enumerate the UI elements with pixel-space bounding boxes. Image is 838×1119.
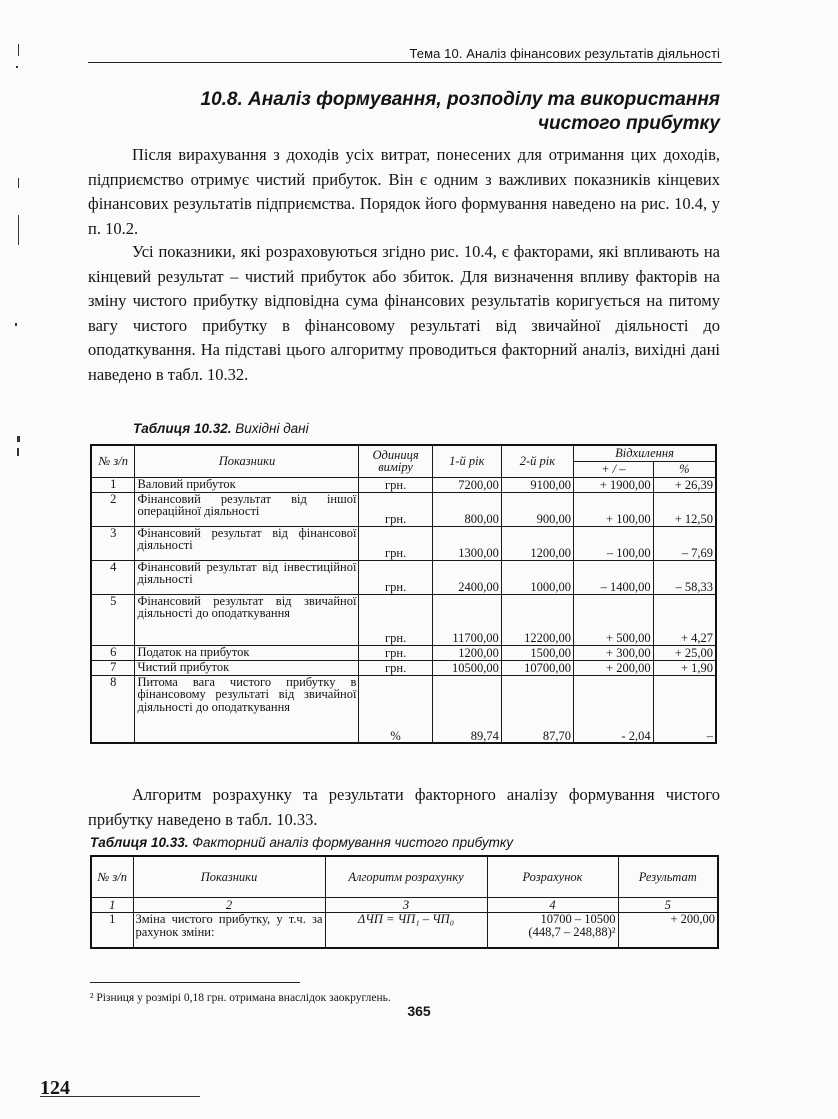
table-10-33-caption-number: Таблиця 10.33. [90, 835, 189, 850]
row-no: 2 [91, 492, 135, 526]
table-10-32-caption-number: Таблиця 10.32. [133, 421, 232, 436]
row-no: 5 [91, 594, 135, 645]
row-year1: 7200,00 [432, 477, 501, 492]
paragraph-2: Усі показники, які розраховуються згідно рис. 10.4, є факторами, які впливають на кінцевий результат – чистий прибуток або збиток. Для визначення впливу факторів на зміну чистого прибутку відповідна сума фінансових результатів коригується на питому вагу чистого прибутку в фінансовому результаті від звичайної діяльності до оподаткування. На підставі цього алгоритму проводиться факторний аналіз, вихідні дані наведено в табл. 10.32. [88, 242, 720, 384]
scan-mark [18, 178, 19, 188]
paragraph-1: Після вирахування з доходів усіх витрат, понесених для отримання цих доходів, підприємство отримує чистий прибуток. Він є одним з важливих показників кінцевих фінансових результатів підприємства. Порядок його формування наведено на рис. 10.4, у п. 10.2. [88, 145, 720, 238]
row-no: 6 [91, 645, 135, 660]
row-year2: 87,70 [501, 675, 573, 743]
column-number: 3 [325, 898, 487, 913]
table-row [91, 477, 716, 492]
row-name: Валовий прибуток [135, 477, 359, 492]
header-abs: + / – [574, 461, 654, 477]
row-year1: 800,00 [432, 492, 501, 526]
table-10-32-caption-text: Вихідні дані [231, 421, 309, 436]
row-pct: – 7,69 [653, 526, 716, 560]
scan-mark [18, 215, 19, 245]
row-pct: + 1,90 [653, 660, 716, 675]
row-unit: грн. [359, 560, 432, 594]
row-name: Чистий прибуток [135, 660, 359, 675]
row-pct: – [653, 675, 716, 743]
table-row [91, 660, 716, 675]
row-year2: 12200,00 [501, 594, 573, 645]
column-number-row [91, 898, 718, 913]
row-no: 4 [91, 560, 135, 594]
header-deviation: Відхилення [574, 445, 716, 461]
table-row [91, 492, 716, 526]
column-number: 4 [487, 898, 618, 913]
header-indicator: Показники [135, 445, 359, 477]
table-10-33-caption-text: Факторний аналіз формування чистого прибутку [188, 835, 514, 850]
header-year2: 2-й рік [501, 445, 573, 477]
row-pct: + 25,00 [653, 645, 716, 660]
table-row [91, 526, 716, 560]
column-number: 2 [133, 898, 325, 913]
header-year1: 1-й рік [432, 445, 501, 477]
row-no: 1 [91, 913, 133, 949]
row-algorithm: ΔЧП = ЧП₁ – ЧП₀ [325, 913, 487, 949]
section-title-line1: 10.8. Аналіз формування, розподілу та використання [200, 89, 720, 110]
table-row [91, 675, 716, 743]
scan-mark [16, 66, 18, 68]
row-abs: + 100,00 [574, 492, 654, 526]
scan-mark [17, 436, 20, 442]
row-year2: 900,00 [501, 492, 573, 526]
row-calculation [487, 913, 618, 949]
row-name: Фінансовий результат від фінансової діяльності [135, 526, 359, 560]
row-abs: – 100,00 [574, 526, 654, 560]
row-unit: грн. [359, 477, 432, 492]
row-name: Питома вага чистого прибутку в фінансовому результаті від звичайної діяльності до оподаткування [135, 675, 359, 743]
table-10-32-caption [133, 421, 309, 436]
row-year1: 1200,00 [432, 645, 501, 660]
header-result: Результат [618, 856, 718, 898]
running-head: Тема 10. Аналіз фінансових результатів діяльності [409, 46, 720, 61]
column-number: 1 [91, 898, 133, 913]
header-rule [88, 62, 722, 63]
row-year2: 1500,00 [501, 645, 573, 660]
scan-mark [17, 448, 19, 456]
row-unit: % [359, 675, 432, 743]
row-pct: + 12,50 [653, 492, 716, 526]
row-abs: + 300,00 [574, 645, 654, 660]
row-unit: грн. [359, 645, 432, 660]
row-abs: - 2,04 [574, 675, 654, 743]
scan-mark [18, 44, 19, 56]
bottom-page-mark: 124 [40, 1080, 200, 1097]
row-year1: 11700,00 [432, 594, 501, 645]
row-name: Податок на прибуток [135, 645, 359, 660]
row-unit: грн. [359, 492, 432, 526]
row-pct: + 26,39 [653, 477, 716, 492]
column-number: 5 [618, 898, 718, 913]
row-year2: 1000,00 [501, 560, 573, 594]
calc-line-1: 10700 – 10500 [540, 912, 616, 926]
row-name: Фінансовий результат від звичайної діяльності до оподаткування [135, 594, 359, 645]
row-no: 7 [91, 660, 135, 675]
table-10-33 [90, 855, 719, 949]
row-pct: – 58,33 [653, 560, 716, 594]
calc-line-2: (448,7 – 248,88)² [528, 924, 616, 939]
header-indicator: Показники [133, 856, 325, 898]
paragraph-3: Алгоритм розрахунку та результати факторного аналізу формування чистого прибутку наведено в табл. 10.33. [88, 785, 720, 829]
section-title-line2: чистого прибутку [537, 113, 720, 134]
row-unit: грн. [359, 660, 432, 675]
row-pct: + 4,27 [653, 594, 716, 645]
row-year1: 2400,00 [432, 560, 501, 594]
row-year2: 1200,00 [501, 526, 573, 560]
table-row [91, 594, 716, 645]
table-row [91, 913, 718, 949]
row-year2: 10700,00 [501, 660, 573, 675]
header-algorithm: Алгоритм розрахунку [325, 856, 487, 898]
row-abs: + 200,00 [574, 660, 654, 675]
row-year1: 1300,00 [432, 526, 501, 560]
row-abs: – 1400,00 [574, 560, 654, 594]
header-pct: % [653, 461, 716, 477]
page-number: 365 [407, 1003, 431, 1019]
header-calculation: Розрахунок [487, 856, 618, 898]
row-year1: 89,74 [432, 675, 501, 743]
footnote-rule [90, 982, 300, 983]
header-no: № з/п [91, 445, 135, 477]
row-abs: + 500,00 [574, 594, 654, 645]
row-unit: грн. [359, 526, 432, 560]
row-result: + 200,00 [618, 913, 718, 949]
row-no: 3 [91, 526, 135, 560]
table-row [91, 560, 716, 594]
table-10-32 [90, 444, 717, 744]
table-row [91, 645, 716, 660]
row-name: Зміна чистого прибутку, у т.ч. за рахунок зміни: [133, 913, 325, 949]
row-name: Фінансовий результат від інвестиційної діяльності [135, 560, 359, 594]
header-no: № з/п [91, 856, 133, 898]
section-title [120, 88, 720, 136]
row-abs: + 1900,00 [574, 477, 654, 492]
row-name: Фінансовий результат від іншої операційної діяльності [135, 492, 359, 526]
footnote: ² Різниця у розмірі 0,18 грн. отримана внаслідок заокруглень. [90, 992, 391, 1004]
scan-mark [15, 323, 17, 326]
header-unit: Одиниця виміру [359, 445, 432, 477]
row-year2: 9100,00 [501, 477, 573, 492]
row-year1: 10500,00 [432, 660, 501, 675]
table-10-33-caption [90, 835, 513, 850]
row-unit: грн. [359, 594, 432, 645]
row-no: 1 [91, 477, 135, 492]
row-no: 8 [91, 675, 135, 743]
